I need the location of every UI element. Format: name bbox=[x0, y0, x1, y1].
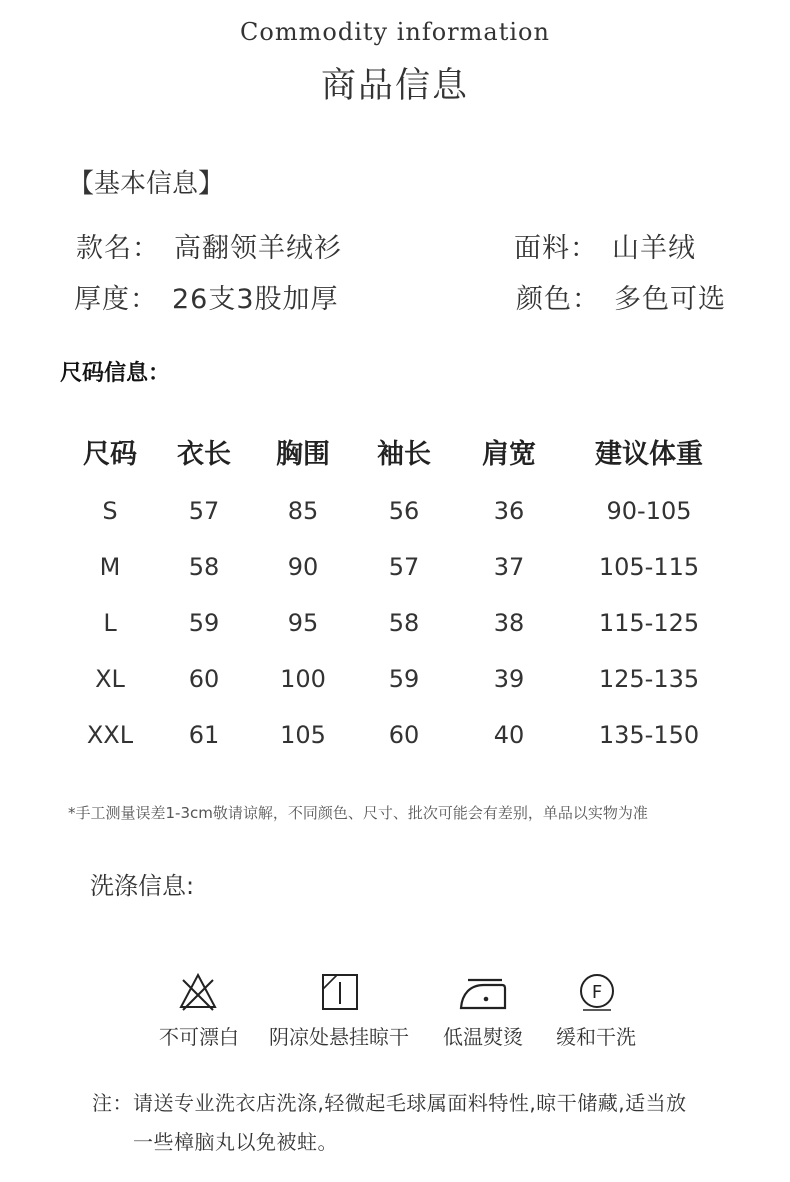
table-cell: 90-105 bbox=[606, 497, 692, 525]
style-name-row bbox=[76, 226, 342, 265]
table-cell: 60 bbox=[188, 665, 220, 693]
table-cell: 40 bbox=[493, 721, 525, 749]
color-row bbox=[516, 277, 726, 316]
table-row bbox=[0, 721, 790, 771]
thickness-value: 26支3股加厚 bbox=[172, 284, 339, 315]
table-cell: 61 bbox=[188, 721, 220, 749]
table-cell: 58 bbox=[388, 609, 420, 637]
fabric-value: 山羊绒 bbox=[612, 233, 696, 264]
table-cell: 105-115 bbox=[598, 553, 700, 581]
gentle-dry-clean-label: 缓和干洗 bbox=[556, 1025, 636, 1049]
table-cell: 115-125 bbox=[598, 609, 700, 637]
table-cell: 135-150 bbox=[598, 721, 700, 749]
table-row bbox=[0, 665, 790, 715]
column-header: 衣长 bbox=[177, 439, 231, 470]
table-cell: 85 bbox=[287, 497, 319, 525]
low-temp-iron-label: 低温熨烫 bbox=[443, 1025, 523, 1049]
style-name-label: 款名： bbox=[76, 233, 160, 264]
table-cell: 105 bbox=[280, 721, 326, 749]
table-cell: 37 bbox=[493, 553, 525, 581]
table-cell: 59 bbox=[188, 609, 220, 637]
measurement-note: *手工测量误差1-3cm敬请谅解，不同颜色、尺寸、批次可能会有差别，单品以实物为准 bbox=[68, 804, 648, 822]
fabric-row bbox=[514, 226, 696, 265]
no-bleach-label: 不可漂白 bbox=[159, 1025, 239, 1049]
table-row bbox=[0, 553, 790, 603]
style-name-value: 高翻领羊绒衫 bbox=[174, 233, 342, 264]
table-cell: XXL bbox=[86, 721, 134, 749]
thickness-row bbox=[74, 277, 339, 316]
column-header: 尺码 bbox=[83, 439, 137, 470]
color-label: 颜色： bbox=[516, 284, 600, 315]
table-cell: L bbox=[103, 609, 117, 637]
care-note-line1: 请送专业洗衣店洗涤,轻微起毛球属面料特性,晾干储藏,适当放 bbox=[133, 1091, 687, 1115]
table-cell: S bbox=[102, 497, 118, 525]
size-info-header: 尺码信息： bbox=[60, 361, 171, 386]
table-cell: 95 bbox=[287, 609, 319, 637]
hang-dry-shade-icon bbox=[320, 972, 360, 1012]
color-value: 多色可选 bbox=[614, 284, 726, 315]
washing-info-header: 洗涤信息: bbox=[90, 872, 195, 900]
gentle-dry-clean-icon bbox=[577, 972, 617, 1012]
care-note-line2: 一些樟脑丸以免被蛀。 bbox=[133, 1130, 338, 1154]
table-cell: 125-135 bbox=[598, 665, 700, 693]
column-header: 肩宽 bbox=[482, 439, 536, 470]
table-cell: 59 bbox=[388, 665, 420, 693]
table-cell: 100 bbox=[280, 665, 326, 693]
column-header: 建议体重 bbox=[595, 439, 703, 470]
size-table-header bbox=[0, 432, 790, 482]
english-title: Commodity information bbox=[240, 18, 550, 46]
low-temp-iron-icon bbox=[458, 972, 508, 1012]
thickness-label: 厚度： bbox=[74, 284, 158, 315]
table-cell: 56 bbox=[388, 497, 420, 525]
table-cell: 57 bbox=[388, 553, 420, 581]
fabric-label: 面料： bbox=[514, 233, 598, 264]
basic-info-header: 【基本信息】 bbox=[68, 169, 225, 199]
no-bleach-icon bbox=[178, 972, 218, 1012]
table-cell: 58 bbox=[188, 553, 220, 581]
table-cell: 36 bbox=[493, 497, 525, 525]
dry-clean-letter: F bbox=[591, 982, 603, 1003]
hang-dry-shade-label: 阴凉处悬挂晾干 bbox=[269, 1025, 409, 1049]
column-header: 袖长 bbox=[377, 439, 431, 470]
table-cell: M bbox=[99, 553, 121, 581]
care-note-label: 注： bbox=[92, 1091, 133, 1115]
table-cell: 90 bbox=[287, 553, 319, 581]
table-cell: XL bbox=[95, 665, 125, 693]
table-row bbox=[0, 497, 790, 547]
column-header: 胸围 bbox=[276, 439, 330, 470]
table-row bbox=[0, 609, 790, 659]
table-cell: 60 bbox=[388, 721, 420, 749]
table-cell: 57 bbox=[188, 497, 220, 525]
page-title: 商品信息 bbox=[320, 66, 469, 106]
table-cell: 39 bbox=[493, 665, 525, 693]
table-cell: 38 bbox=[493, 609, 525, 637]
